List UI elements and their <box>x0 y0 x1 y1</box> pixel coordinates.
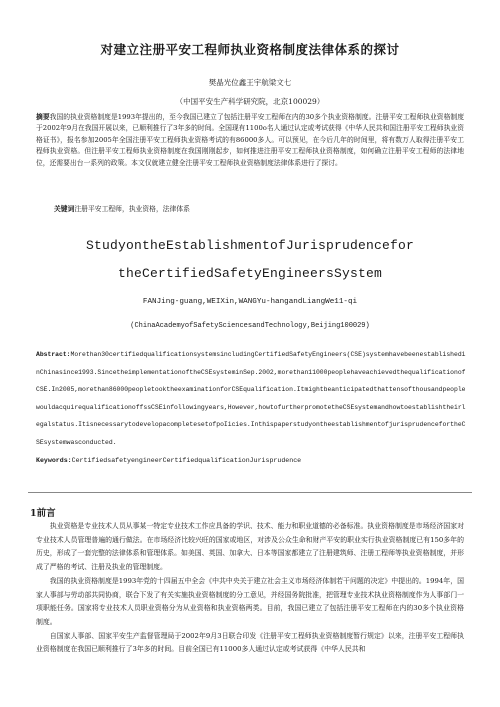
abstract-label-english: Abstract: <box>36 351 71 358</box>
paper-title-chinese: 对建立注册平安工程师执业资格制度法律体系的探讨 <box>100 42 400 57</box>
keywords-text-chinese: 注册平安工程师，执业资格，法律体系 <box>74 205 190 213</box>
section-body-introduction <box>36 520 464 657</box>
keywords-chinese <box>54 203 474 213</box>
keywords-english <box>36 457 466 464</box>
abstract-text-chinese: 我国的执业资格制度是1993年提出的，至今我国已建立了包括注册平安工程师在内的30多个执业资格制度。注册平安工程师执业资格制度于2002年9月在我国开展以来，已顺利推行了3年多的时间。全国现有1100o名人通过认定或考试获得《中华人民共和国注册平安工程师执业资格证书》，报名参加2005年全国注册平安工程师执业资格考试的有86000多人。可以预见，在今后几年的时间里，将有数万人取得注册平安工程师执业资格。但注册平安工程师执业资格制度在我国刚刚起步，如何推进注册平安工程师执业资格制度，如何确立注册平安工程师的法律地位，还需要出台一系列的政策。本文仅就建立健全注册平安工程师执业资格制度法律体系进行了探讨。 <box>36 113 465 167</box>
abstract-text-english: Morethan30certifiedqualificationsystemsincludingCertifiedSafetyEngineers(CSE)systemhavebeenestablishedinChinasince1993.SincetheimplementationoftheCSEsysteminSep.2002,morethan11000peoplehaveachievedthequalificationofCSE.In2005,morethan86000peopletooktheexaminationforCSEqualification.ItmightbeanticipatedthattensofthousandpeoplewouldacquirequalificationoffssCSEinfollowingyears,However,howtofurtherpromotetheCSEsystemandhowtoestablishtheirlegalstatus.ItisnecessarytodevelopacompletesetofpoIicies.InthispaperstudyontheestablishmentofjurisprudencefortheCSEsystemwasconducted. <box>36 351 466 446</box>
author-list-chinese: 樊晶光位鑫王宇航梁文七 <box>208 78 292 87</box>
keywords-label-english: Keywords: <box>36 457 72 464</box>
abstract-label-chinese: 摘要 <box>36 113 50 121</box>
abstract-english <box>36 346 466 452</box>
body-paragraph: 自国家人事部、国家平安生产监督管理局于2002年9月3日联合印发《注册平安工程师执业资格制度暂行规定》以来，注册平安工程师执业资格制度在我国已顺利推行了3年多的时间。目前全国已有11000多人通过认定或考试获得《中华人民共和 <box>36 631 464 654</box>
section-heading-introduction: 1前言 <box>30 508 56 519</box>
paper-title-english-line2: theCertifiedSafetyEngineersSystem <box>117 266 383 281</box>
affiliation-english: (ChinaAcademyofSafetySciencesandTechnology,Beijing100029) <box>130 322 370 330</box>
affiliation-chinese: （中国平安生产科学研究院，北京100029） <box>175 97 325 106</box>
paper-title-english-line1: StudyontheEstablishmentofJurisprudencefor <box>85 238 415 253</box>
keywords-text-english: CertifiedsafetyengineerCertifiedqualificationJurisprudence <box>71 457 302 464</box>
body-paragraph: 执业资格是专业技术人员从事某一特定专业技术工作应具备的学识、技术、能力和职业道德的必备标准。执业资格制度是市场经济国家对专业技术人员管理普遍的通行做法。在市场经济比较兴旺的国家或地区，对涉及公众生命和财产平安的职业实行执业资格制度已有150多年的历史，形成了一套完整的法律体系和管理体系。如美国、英国、加拿大、日本等国家都建立了注册建筑师、注册工程师等执业资格制度，并形成了严格的考试、注册及执业的管理制度。 <box>36 522 464 572</box>
author-list-english: FANJing-guang,WEIXin,WANGYu-hangandLiangWe11-qi <box>142 298 358 306</box>
section-divider <box>28 492 472 493</box>
keywords-label-chinese: 关键词 <box>54 205 75 213</box>
body-paragraph: 我国的执业资格制度是1993年党的十四届五中全会《中共中央关于建立社会主义市场经济体制若干问题的决定》中提出的。1994年，国家人事部与劳动部共同协商，联合下发了有关实施执业资格制度的分工意见，并经国务院批准，把管理专业技术执业资格制度作为人事部门一项职能任务。国家将专业技术人员职业资格分为从业资格和执业资格两类。目前，我国已建立了包括注册平安工程师在内的30多个执业资格制度。 <box>36 576 464 626</box>
abstract-chinese <box>36 112 464 169</box>
